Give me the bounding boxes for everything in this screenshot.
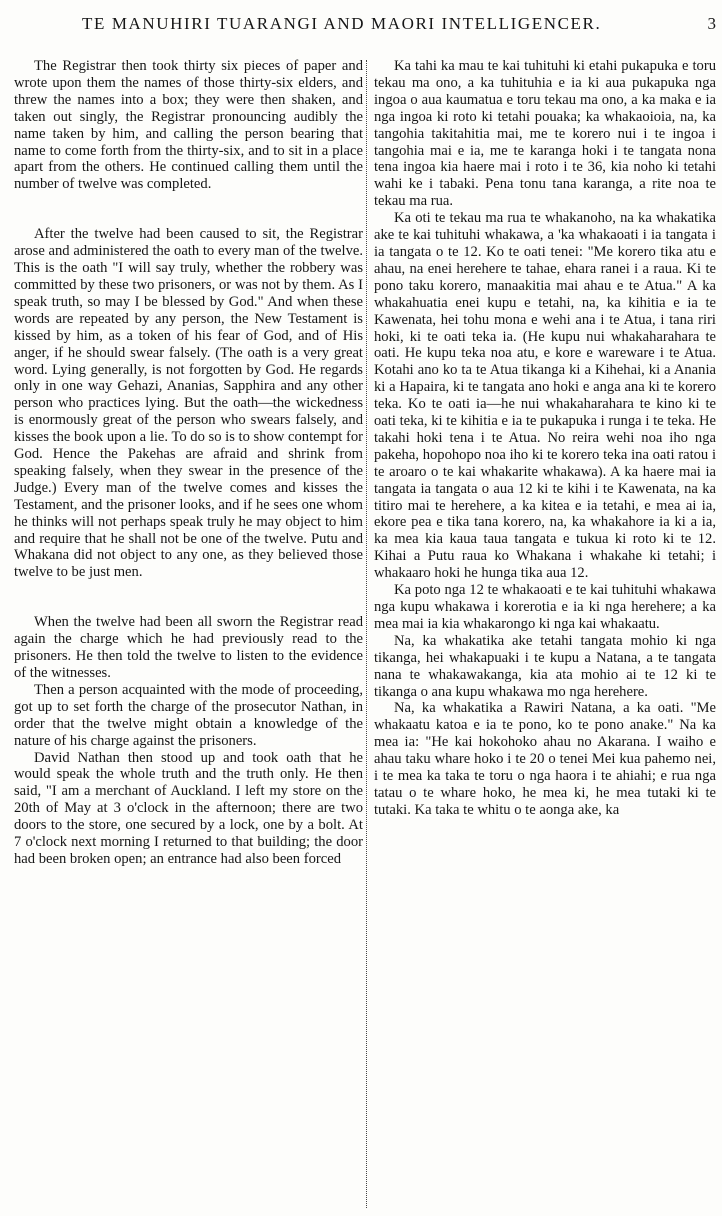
- newspaper-title: TE MANUHIRI TUARANGI AND MAORI INTELLIGENCER.: [82, 14, 602, 33]
- paragraph: Ka poto nga 12 te whakaoati e te kai tuhituhi whakawa nga kupu whakawa i korerotia e ia ki nga herehere; a ka mea mai ia kia whakarongo ki nga kai whakaatu.: [374, 582, 716, 632]
- english-column: [14, 58, 363, 1214]
- paragraph: Then a person acquainted with the mode of proceeding, got up to set forth the charge of the prosecutor Nathan, in order that the twelve might obtain a knowledge of the nature of his charge against the prisoners.: [14, 681, 363, 749]
- paragraph: After the twelve had been caused to sit, the Registrar arose and administered the oath to every man of the twelve. This is the oath "I will say truly, whether the robbery was committed by these two prisoners, or was not by them. As I speak truth, so may I be blessed by God." And when these words are repeated by any person, the New Testament is kissed by him, as a token of his fear of God, and of His anger, if he should swear falsely. (The oath is a very great word. Lying generally, is not forgotten by God. He regards only in one way Gehazi, Ananias, Sapphira and any other person who practices lying. But the oath—the wickedness is enormously great of the person who swears falsely, and kisses the book upon a lie. To do so is to show contempt for God. Hence the Pakehas are afraid and shrink from speaking falsely, when they swear in the presence of the Judge.) Every man of the twelve comes and kisses the Testament, and the prisoner looks, and if he sees one whom he thinks will not perhaps speak truly he may object to him and require that he shall not be one of the twelve. Putu and Whakana did not object to any one, as they believed those twelve to be just men.: [14, 226, 363, 581]
- paragraph: When the twelve had been all sworn the Registrar read again the charge which he had previously read to the prisoners. He then told the twelve to listen to the evidence of the witnesses.: [14, 614, 363, 681]
- paragraph: The Registrar then took thirty six pieces of paper and wrote upon them the names of those thirty-six elders, and threw the names into a box; they were then shaken, and taken out singly, the Registrar pronouncing audibly the name taken by him, and calling the person bearing that name to come forth from the thirty-six, and to sit in a place apart from the others. He continued calling them until the number of twelve was completed.: [14, 58, 363, 193]
- maori-column: [374, 58, 716, 1214]
- paragraph: Na, ka whakatika ake tetahi tangata mohio ki nga tikanga, hei whakapuaki i te kupu a Natana, a te tangata nana te whakawakanga, kia ata mohio ai te 12 ki te tikanga o ana kupu whakawa mo nga herehere.: [374, 632, 716, 700]
- paragraph: Ka oti te tekau ma rua te whakanoho, na ka whakatika ake te kai tuhituhi whakawa, a 'ka whakaoati i ia tangata i ia tangata o te 12. Ko te oati tenei: "Me korero tika atu e ahau, na enei herehere te tahae, ehara ranei i a raua. Ki te pono taku korero, manaakitia mai ahau e te Atua." A ka whakahuatia enei kupu e tetahi, na, ka kihitia e ia te Kawenata, hei tohu mona e wehi ana i te Atua, i tana riri hoki, ki te oati teka ia. (He kupu nui whakaharahara te oati. He kupu teka noa atu, e kore e wareware i te Atua. Kotahi ano ko ta te Atua tikanga ki a Kihehai, ki a Anania ki a Hapaira, ki te tangata ano hoki e anga ana ki te korero teka. Ko te oati ia—he nui whakaharahara te kino ki te oati teka, ki te kihitia e ia te pukapuka i runga i te teka. He takahi hoki tena i te Atua. No reira wehi noa iho nga pakeha, hopohopo noa iho ki te korero teka ina oati ratou i te aroaro o te kai whakarite whakawa). A ka haere mai ia tangata ia tangata o aua 12 ki te kihi i te Kawenata, na ka titiro mai te herehere, a ka kitea e ia tetahi, e mea ai ia, ekore pea e tika tana korero, na, ka whakahore ia ki a ia, ka mea kia kaua taua tangata e tukua ki roto ki te 12. Kihai a Putu raua ko Whakana i whakahe ki tetahi; i whakaaro hoki he hunga tika aua 12.: [374, 210, 716, 582]
- column-divider: [366, 60, 367, 1208]
- paragraph: David Nathan then stood up and took oath that he would speak the whole truth and the truth only. He then said, "I am a merchant of Auckland. I left my store on the 20th of May at 3 o'clock in the afternoon; there are two doors to the store, one secured by a lock, one by a bolt. At 7 o'clock next morning I returned to that building; the door had been broken open; an entrance had also been forced: [14, 749, 363, 867]
- paragraph: Ka tahi ka mau te kai tuhituhi ki etahi pukapuka e toru tekau ma ono, a ka tuhituhia e ia ki aua pukapuka nga ingoa o aua kaumatua e toru tekau ma ono, a ka maka e ia nga ingoa ki roto ki tetahi pouaka; ka whakaoioia, na, ka tangohia takitahitia mai, me te korero nui i te ingoa i tangohia mai e ia, me te karanga hoki i te tangata nona tena ingoa kia haere mai i roto i te 36, kia noho ki tetahi wahi ke i tabaki. Pena tonu tana karanga, a rite noa te tekau ma rua.: [374, 58, 716, 210]
- paragraph: Na, ka whakatika a Rawiri Natana, a ka oati. "Me whakaatu katoa e ia te pono, ko te pono anake." Na ka mea ia: "He kai hokohoko ahau no Akarana. I waiho e ahau taku whare hoko i te 20 o tenei Mei kua pahemo nei, i te mea ka taka te toru o nga haora i te ahiahi; e rua nga tatau o te whare hoko, he mea ki, he mea tutaki ki te tutaki. Ka taka te whitu o te aonga ake, ka: [374, 700, 716, 818]
- page-number: 3: [707, 14, 716, 33]
- page-header: [0, 14, 722, 40]
